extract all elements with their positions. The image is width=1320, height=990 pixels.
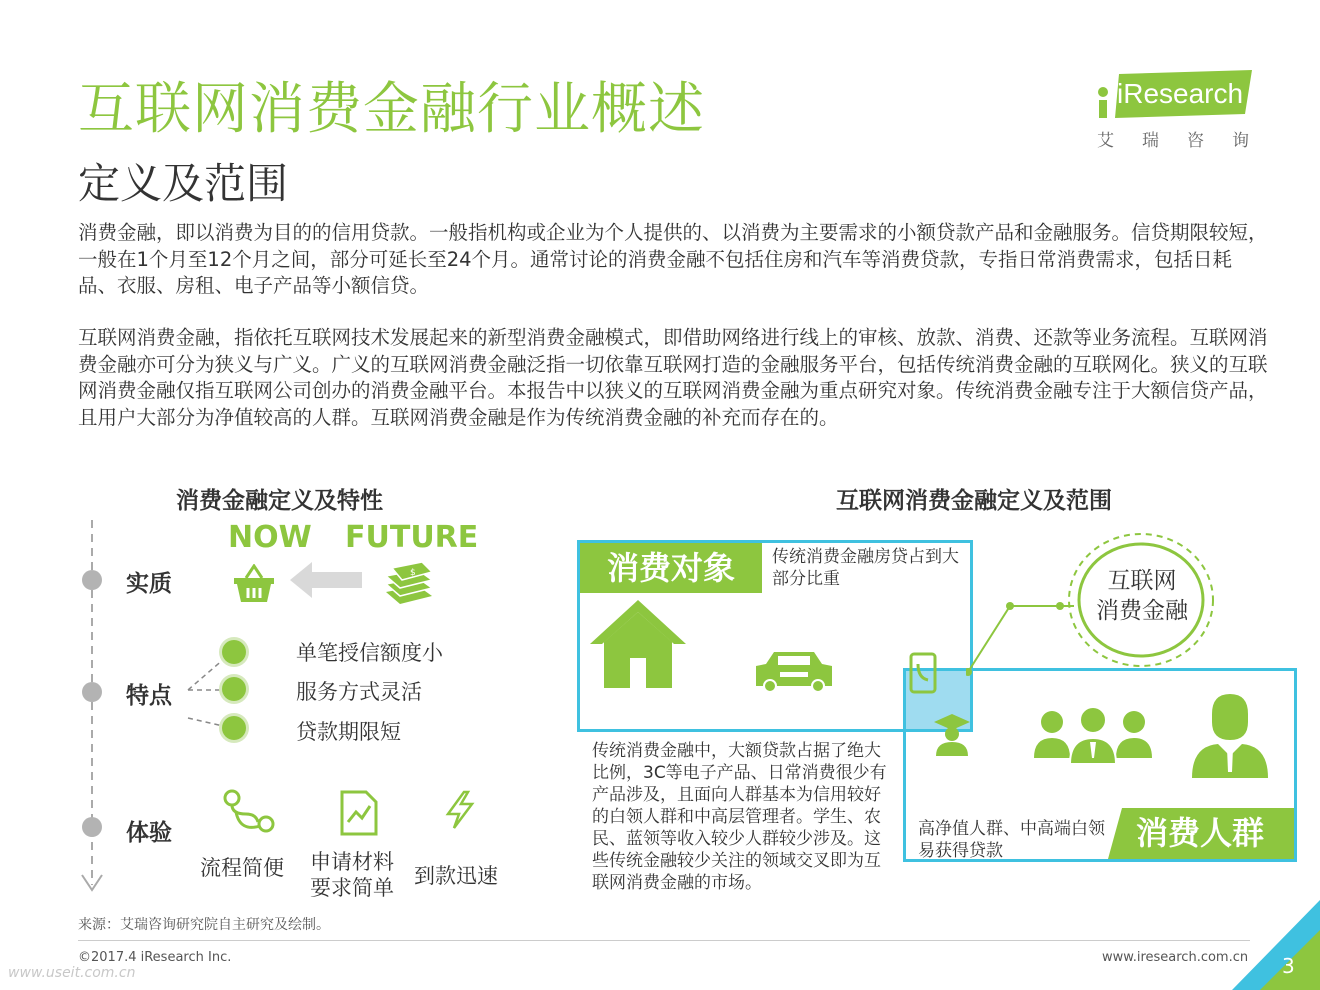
timeline-dot-essence xyxy=(82,570,102,590)
now-label: NOW xyxy=(228,520,312,555)
experience-fast: 到款迅速 xyxy=(414,864,498,888)
paragraph-internet-consumer-finance: 互联网消费金融，指依托互联网技术发展起来的新型消费金融模式，即借助网络进行线上的审核、放款、消费、还款等业务流程。互联网消费金融亦可分为狭义与广义。广义的互联网消费金融泛指一切依靠互联网打造的金融服务平台，包括传统消费金融的互联网化。狭义的互联网消费金融仅指互联网公司创办的消费金融平台。本报告中以狭义的互联网消费金融为重点研究对象。传统消费金融专注于大额信贷产品，且用户大部分为净值较高的人群。互联网消费金融是作为传统消费金融的补充而存在的。 xyxy=(78,326,1268,429)
document-chart-icon xyxy=(338,790,380,836)
feature-dot-1 xyxy=(222,640,246,664)
route-icon xyxy=(222,788,276,838)
logo-tagline: 艾瑞咨询 xyxy=(1097,131,1277,151)
graduate-icon xyxy=(932,712,972,756)
consumer-object-note: 传统消费金融房贷占到大部分比重 xyxy=(772,547,959,589)
watermark: www.useit.com.cn xyxy=(8,965,136,981)
manager-icon xyxy=(1190,690,1270,780)
website: www.iresearch.com.cn xyxy=(1102,950,1249,965)
paragraph-consumer-finance: 消费金融，即以消费为目的的信用贷款。一般指机构或企业为个人提供的、以消费为主要需求的小额贷款产品和金融服务。信贷期限较短，一般在1个月至12个月之间，部分可延长至24个月。通常讨论的消费金融不包括住房和汽车等消费贷款，专指日常消费需求，包括日耗品、衣服、房租、电子产品等小额信贷。 xyxy=(78,221,1268,297)
future-label: FUTURE xyxy=(345,520,479,555)
row-label-features: 特点 xyxy=(126,683,172,709)
feature-item-flexible-service: 服务方式灵活 xyxy=(296,680,422,704)
basket-icon xyxy=(232,564,276,604)
page-title: 互联网消费金融行业概述 xyxy=(78,77,705,142)
consumer-group-note: 高净值人群、中高端白领易获得贷款 xyxy=(918,819,1105,861)
row-label-experience: 体验 xyxy=(126,820,172,846)
circle-line-2: 消费金融 xyxy=(1096,598,1188,624)
feature-item-small-credit: 单笔授信额度小 xyxy=(296,641,443,665)
arrow-left-icon xyxy=(290,560,364,600)
copyright: ©2017.4 iResearch Inc. xyxy=(78,950,232,965)
feature-dot-3 xyxy=(222,716,246,740)
money-stack-icon xyxy=(384,562,434,608)
traditional-finance-description: 传统消费金融中，大额贷款占据了绝大比例，3C等电子产品、日常消费很少有产品涉及，且面向人群基本为信用较好的白领人群和中高层管理者。学生、农民、蓝领等收入较少人群较少涉及。这些传统金融较少关注的领域交叉即为互联网消费金融的市场。 xyxy=(592,741,887,893)
feature-dot-2 xyxy=(222,677,246,701)
right-panel-title: 互联网消费金融定义及范围 xyxy=(836,488,1112,514)
people-group-icon xyxy=(1030,706,1156,766)
experience-process: 流程简便 xyxy=(200,856,284,880)
feature-item-short-term: 贷款期限短 xyxy=(296,720,401,744)
house-icon xyxy=(586,598,690,690)
consumer-object-tag: 消费对象 xyxy=(580,543,762,593)
svg-text:$: $ xyxy=(410,568,416,578)
phone-icon xyxy=(908,652,938,694)
lightning-icon xyxy=(444,790,476,830)
car-icon xyxy=(752,648,836,694)
iresearch-logo xyxy=(1097,70,1252,120)
consumer-group-tag: 消费人群 xyxy=(1136,814,1265,852)
left-panel-title: 消费金融定义及特性 xyxy=(176,488,383,514)
footer-divider xyxy=(78,940,1250,941)
page-number: 3 xyxy=(1282,954,1295,978)
experience-materials-line2: 要求简单 xyxy=(310,876,394,900)
experience-materials-line1: 申请材料 xyxy=(310,850,394,874)
source-note: 来源：艾瑞咨询研究院自主研究及绘制。 xyxy=(78,917,330,933)
row-label-essence: 实质 xyxy=(126,571,172,597)
circle-line-1: 互联网 xyxy=(1107,568,1177,594)
timeline-dot-experience xyxy=(82,817,102,837)
page-subtitle: 定义及范围 xyxy=(78,159,289,208)
logo-text: iResearch xyxy=(1117,78,1244,109)
page-corner-decoration xyxy=(1232,900,1320,990)
timeline-dot-features xyxy=(82,682,102,702)
